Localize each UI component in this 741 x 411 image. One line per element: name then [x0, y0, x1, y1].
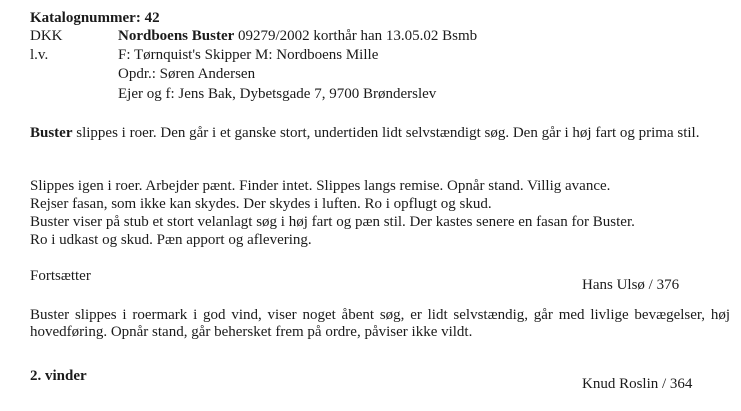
dog-name: Nordboens Buster [118, 28, 235, 44]
registry-code: DKK [30, 28, 63, 44]
report-line-2: Slippes igen i roer. Arbejder pænt. Finder intet. Slippes langs remise. Opnår stand. Villig avance. [30, 178, 611, 194]
judge-signature-2: Knud Roslin / 364 [582, 376, 693, 392]
parents: F: Tørnquist's Skipper M: Nordboens Mille [118, 47, 379, 63]
judge-signature-1: Hans Ulsø / 376 [582, 277, 680, 293]
dog-line [118, 28, 477, 45]
report-line-4: Buster viser på stub et stort velanlagt søg i høj fart og pæn stil. Der kastes senere en fasan for Buster. [30, 214, 635, 230]
continues-label: Fortsætter [30, 268, 91, 284]
report-line-5: Ro i udkast og skud. Pæn apport og aflevering. [30, 232, 312, 248]
report-text-1: slippes i roer. Den går i et ganske stort, undertiden lidt selvstændigt søg. Den går i høj fart og prima stil. [72, 125, 700, 141]
report-line-3: Rejser fasan, som ikke kan skydes. Der skydes i luften. Ro i opflugt og skud. [30, 196, 492, 212]
lv-code: l.v. [30, 47, 49, 63]
report-dog-name: Buster [30, 125, 73, 141]
owner: Ejer og f: Jens Bak, Dybetsgade 7, 9700 Brønderslev [118, 86, 437, 102]
result-label: 2. vinder [30, 368, 87, 384]
breeder: Opdr.: Søren Andersen [118, 66, 256, 82]
report-paragraph-1 [30, 125, 730, 142]
catalog-number: Katalognummer: 42 [30, 10, 160, 26]
report-paragraph-2: Buster slippes i roermark i god vind, viser noget åbent søg, er lidt selvstændig, går med livlige bevægelser, høj hovedføring. Opnår stand, går behersket frem på ordre, påviser ikke vildt. [30, 307, 730, 341]
dog-details: 09279/2002 korthår han 13.05.02 Bsmb [234, 28, 478, 44]
